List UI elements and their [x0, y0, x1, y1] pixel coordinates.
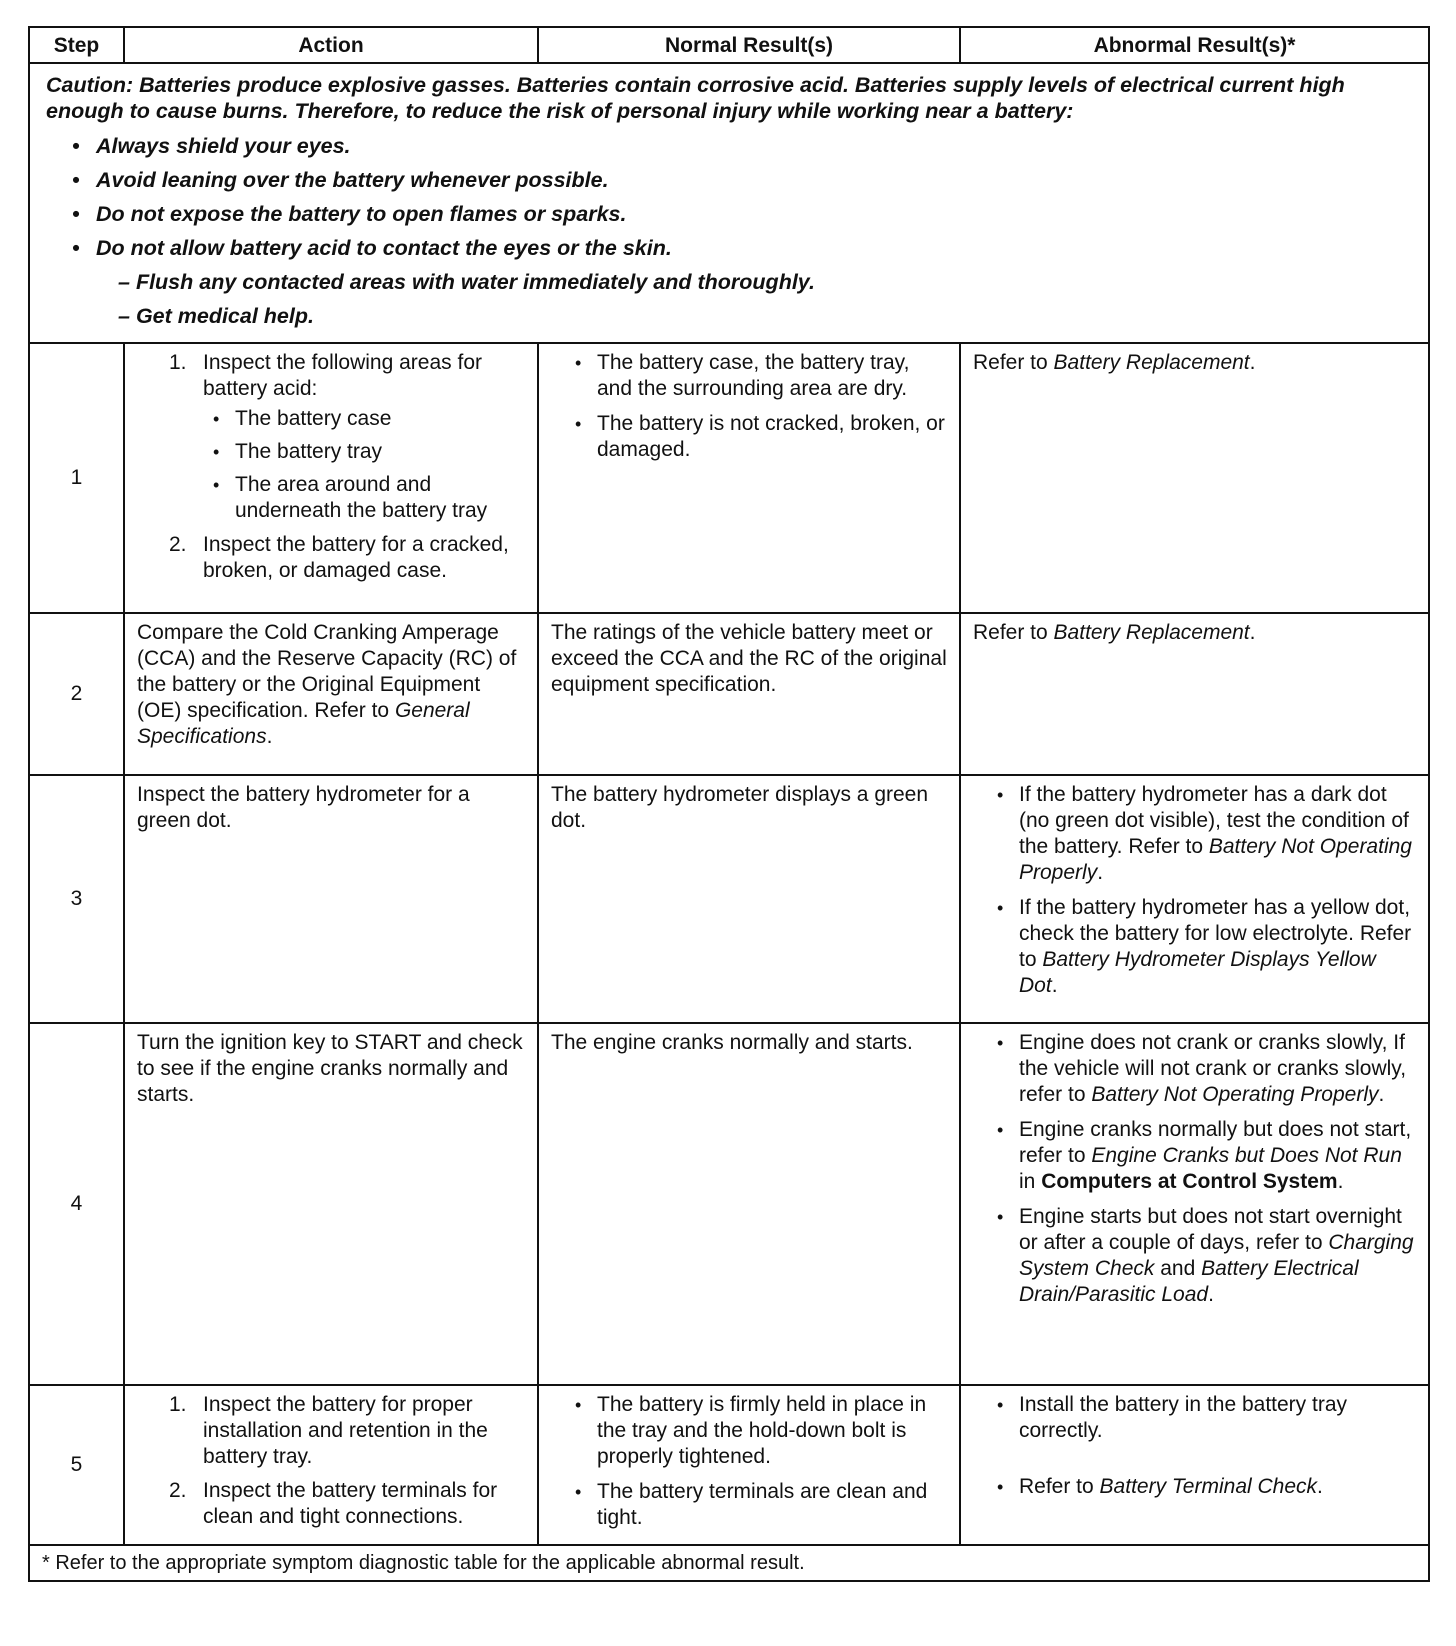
step-number: 2: [29, 613, 124, 775]
reference-link[interactable]: General Specifications: [137, 699, 470, 748]
abnormal-result-cell: Refer to Battery Replacement.: [960, 343, 1429, 613]
header-step: Step: [29, 27, 124, 63]
step-number: 4: [29, 1023, 124, 1385]
action-step: 1. Inspect the following areas for battery acid: • The battery case • The battery tray • The area around and underneath the battery tray: [169, 350, 527, 524]
reference-link[interactable]: Battery Not Operating Properly: [1019, 835, 1412, 884]
caution-block: [29, 63, 1429, 343]
abnormal-result-list: [973, 1030, 1418, 1308]
abnormal-result-item: • Refer to Battery Terminal Check.: [997, 1474, 1418, 1500]
caution-item: • Always shield your eyes.: [72, 134, 351, 158]
abnormal-result-cell: [960, 775, 1429, 1023]
action-subitem: • The area around and underneath the battery tray: [213, 472, 527, 524]
reference-link[interactable]: Battery Electrical Drain/Parasitic Load: [1019, 1257, 1359, 1306]
action-cell: [124, 343, 538, 613]
action-steps: [137, 350, 527, 584]
reference-link[interactable]: Charging System Check: [1019, 1231, 1414, 1280]
table-row-step-5: [29, 1385, 1429, 1545]
table-row-step-4: [29, 1023, 1429, 1385]
caution-subitem: – Flush any contacted areas with water immediately and thoroughly.: [118, 270, 815, 294]
abnormal-result-cell: Refer to Battery Replacement.: [960, 613, 1429, 775]
caution-subitem: – Get medical help.: [118, 304, 314, 328]
action-step: 1. Inspect the battery for proper installation and retention in the battery tray.: [169, 1393, 488, 1468]
caution-item: • Do not allow battery acid to contact the eyes or the skin.: [72, 236, 672, 260]
header-row: [29, 27, 1429, 63]
reference-link[interactable]: Battery Replacement: [1053, 621, 1250, 644]
caution-list: [46, 134, 1418, 329]
caution-item: • Avoid leaning over the battery whenever possible.: [72, 168, 609, 192]
reference-link[interactable]: Battery Replacement: [1053, 351, 1250, 374]
normal-result-cell: [538, 1385, 960, 1545]
header-normal-results: Normal Result(s): [538, 27, 960, 63]
normal-result-item: • The battery terminals are clean and tight.: [575, 1479, 949, 1531]
abnormal-result-item: • Engine does not crank or cranks slowly, If the vehicle will not crank or cranks slowly, refer to Battery Not Operating Properly.: [997, 1030, 1418, 1108]
step-number: 3: [29, 775, 124, 1023]
table-row-step-1: [29, 343, 1429, 613]
table-row-step-2: [29, 613, 1429, 775]
caution-row: [29, 63, 1429, 343]
section-reference: Computers at Control System: [1041, 1170, 1338, 1193]
reference-link[interactable]: Battery Not Operating Properly: [1091, 1083, 1379, 1106]
footnote: * Refer to the appropriate symptom diagnostic table for the applicable abnormal result.: [29, 1545, 1429, 1581]
normal-result-cell: [538, 343, 960, 613]
normal-result-list: [551, 1392, 949, 1531]
abnormal-result-list: [973, 1392, 1418, 1500]
abnormal-result-item: • If the battery hydrometer has a yellow dot, check the battery for low electrolyte. Refer to Battery Hydrometer Displays Yellow Dot.: [997, 895, 1418, 999]
normal-result-cell: The engine cranks normally and starts.: [538, 1023, 960, 1385]
abnormal-result-cell: [960, 1385, 1429, 1545]
action-sublist: [203, 406, 527, 524]
footnote-row: [29, 1545, 1429, 1581]
step-number: 5: [29, 1385, 124, 1545]
action-step: 2. Inspect the battery terminals for clean and tight connections.: [169, 1479, 498, 1528]
normal-result-item: • The battery is not cracked, broken, or damaged.: [575, 411, 949, 463]
reference-link[interactable]: Battery Terminal Check: [1099, 1475, 1318, 1498]
battery-diagnostic-table: [28, 26, 1430, 1582]
normal-result-cell: The battery hydrometer displays a green dot.: [538, 775, 960, 1023]
step-number: 1: [29, 343, 124, 613]
abnormal-result-list: [973, 782, 1418, 999]
action-cell: Inspect the battery hydrometer for a green dot.: [124, 775, 538, 1023]
table-row-step-3: [29, 775, 1429, 1023]
normal-result-cell: The ratings of the vehicle battery meet or exceed the CCA and the RC of the original equipment specification.: [538, 613, 960, 775]
action-subitem: • The battery tray: [213, 439, 527, 465]
abnormal-result-item: • Engine starts but does not start overnight or after a couple of days, refer to Charging System Check and Battery Electrical Drain/Parasitic Load.: [997, 1204, 1418, 1308]
diagnostic-table-page: [28, 26, 1428, 1582]
normal-result-item: • The battery case, the battery tray, and the surrounding area are dry.: [575, 350, 949, 402]
abnormal-result-item: • Engine cranks normally but does not start, refer to Engine Cranks but Does Not Run in Computers at Control System.: [997, 1117, 1418, 1195]
normal-result-item: • The battery is firmly held in place in the tray and the hold-down bolt is properly tightened.: [575, 1392, 949, 1470]
reference-link[interactable]: Battery Hydrometer Displays Yellow Dot: [1019, 948, 1376, 997]
header-abnormal-results: Abnormal Result(s)*: [960, 27, 1429, 63]
action-step: 2. Inspect the battery for a cracked, broken, or damaged case.: [169, 533, 509, 582]
action-cell: [124, 1385, 538, 1545]
abnormal-result-item: • Install the battery in the battery tray correctly.: [997, 1392, 1418, 1444]
abnormal-result-item: • If the battery hydrometer has a dark dot (no green dot visible), test the condition of the battery. Refer to Battery Not Operating Properly.: [997, 782, 1418, 886]
caution-item: • Do not expose the battery to open flames or sparks.: [72, 202, 627, 226]
action-subitem: • The battery case: [213, 406, 527, 432]
action-steps: [137, 1392, 527, 1530]
action-cell: Turn the ignition key to START and check to see if the engine cranks normally and starts.: [124, 1023, 538, 1385]
action-cell: Compare the Cold Cranking Amperage (CCA) and the Reserve Capacity (RC) of the battery or the Original Equipment (OE) specification. Refer to General Specifications.: [124, 613, 538, 775]
normal-result-list: [551, 350, 949, 463]
abnormal-result-cell: [960, 1023, 1429, 1385]
header-action: Action: [124, 27, 538, 63]
caution-intro: Caution: Batteries produce explosive gasses. Batteries contain corrosive acid. Batteries supply levels of electrical current high enough to cause burns. Therefore, to reduce the risk of personal injury while working near a battery:: [46, 73, 1345, 123]
reference-link[interactable]: Engine Cranks but Does Not Run: [1091, 1144, 1402, 1167]
